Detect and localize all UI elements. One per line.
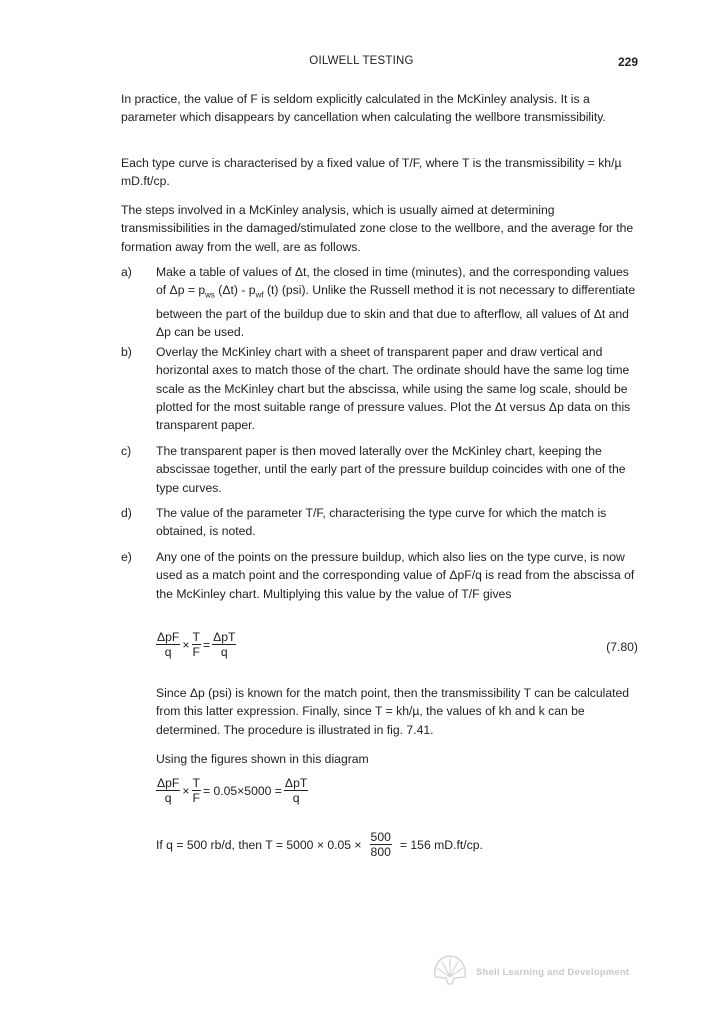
subscript-wf: wf <box>255 290 264 300</box>
step-a <box>121 263 641 342</box>
step-b <box>121 343 641 434</box>
fraction-500-800 <box>370 830 392 859</box>
final-calculation <box>156 830 485 859</box>
numerator: ΔpF <box>157 630 180 644</box>
numerator: ΔpT <box>284 776 308 790</box>
paragraph-steps-intro: The steps involved in a McKinley analysis, which is usually aimed at determining transmissibilities in the damaged/stimulated zone close to the wellbore, and the average for the formation away from the well, are as follows. <box>121 203 634 254</box>
fraction-dpf-q <box>156 776 180 805</box>
numerator: ΔpF <box>157 776 180 790</box>
numerator: ΔpT <box>213 630 236 644</box>
fraction-dpf-q <box>156 630 180 659</box>
denominator: 800 <box>370 845 391 859</box>
page-number: 229 <box>617 55 638 69</box>
denominator: F <box>192 645 200 659</box>
final-prefix: If q = 500 rb/d, then T = 5000 × 0.05 × <box>156 837 362 852</box>
fraction-dpt-q <box>284 776 308 805</box>
denominator: q <box>164 645 172 659</box>
paragraph-type-curve: Each type curve is characterised by a fixed value of T/F, where T is the transmissibility = kh/µ mD.ft/cp. <box>121 156 622 189</box>
step-d <box>121 504 641 541</box>
step-text: Overlay the McKinley chart with a sheet of transparent paper and draw vertical and horizontal axes to match those of the chart. The ordinate should have the same log time scale as the McKinley chart but the abscissa, while using the same log scale, should be plotted for the most suitable range of pressure values. Plot the Δt versus Δp data on this transparent paper. <box>156 345 631 433</box>
fraction-t-f <box>192 776 201 805</box>
equation-middle: = 0.05×5000 = <box>202 783 282 798</box>
numerator: T <box>192 630 200 644</box>
paragraph-intro: In practice, the value of F is seldom explicitly calculated in the McKinley analysis. It is a parameter which disappears by cancellation when calculating the wellbore transmissibility. <box>121 92 606 125</box>
step-text: Any one of the points on the pressure buildup, which also lies on the type curve, is now used as a match point and the corresponding value of ΔpF/q is read from the abscissa of the McKinley chart. Multiplying this value by the value of T/F gives <box>156 550 635 601</box>
header-title: OILWELL TESTING <box>309 55 414 67</box>
equation-worked <box>156 776 308 805</box>
fraction-dpt-q <box>212 630 236 659</box>
times-symbol: × <box>182 637 190 652</box>
footer-brand: Shell Learning and Development <box>476 967 630 978</box>
paragraph-using-figures: Using the figures shown in this diagram <box>156 752 369 766</box>
equation-number: (7.80) <box>606 640 638 654</box>
final-suffix: = 156 mD.ft/cp. <box>399 837 483 852</box>
step-a-text-3: (t) (psi). Unlike the Russell method it is not necessary to differentiate between the part of the buildup due to skin and that due to afterflow, all values of Δt and Δp can be used. <box>156 283 636 340</box>
step-text: The transparent paper is then moved laterally over the McKinley chart, keeping the abscissae together, until the early part of the pressure buildup coincides with one of the type curves. <box>156 444 626 495</box>
numerator: T <box>192 776 200 790</box>
step-label: a) <box>121 265 132 279</box>
step-text <box>156 263 641 342</box>
paragraph-after-equation: Since Δp (psi) is known for the match point, then the transmissibility T can be calculated from this latter expression. Finally, since T = kh/µ, the values of kh and k can be determined. The procedure is illustrated in fig. 7.41. <box>156 686 630 737</box>
subscript-ws: ws <box>205 290 215 300</box>
step-c <box>121 442 641 497</box>
numerator: 500 <box>370 830 391 844</box>
denominator: q <box>292 791 300 805</box>
step-label: c) <box>121 444 132 458</box>
step-e <box>121 548 641 603</box>
denominator: q <box>220 645 228 659</box>
denominator: q <box>164 791 172 805</box>
step-label: e) <box>121 550 132 564</box>
times-symbol: × <box>182 783 190 798</box>
step-a-text-2: (Δt) - p <box>214 283 256 298</box>
fraction-t-f <box>192 630 201 659</box>
step-a-text-1: Make a table of values of Δt, the closed in time (minutes), and the corresponding values of Δp = p <box>156 265 629 298</box>
shell-logo-icon <box>432 953 468 988</box>
equation-7-80 <box>156 630 236 659</box>
step-text: The value of the parameter T/F, characterising the type curve for which the match is obtained, is noted. <box>156 506 607 539</box>
step-label: b) <box>121 345 132 359</box>
equals-symbol: = <box>202 637 211 652</box>
denominator: F <box>192 791 200 805</box>
step-label: d) <box>121 506 132 520</box>
